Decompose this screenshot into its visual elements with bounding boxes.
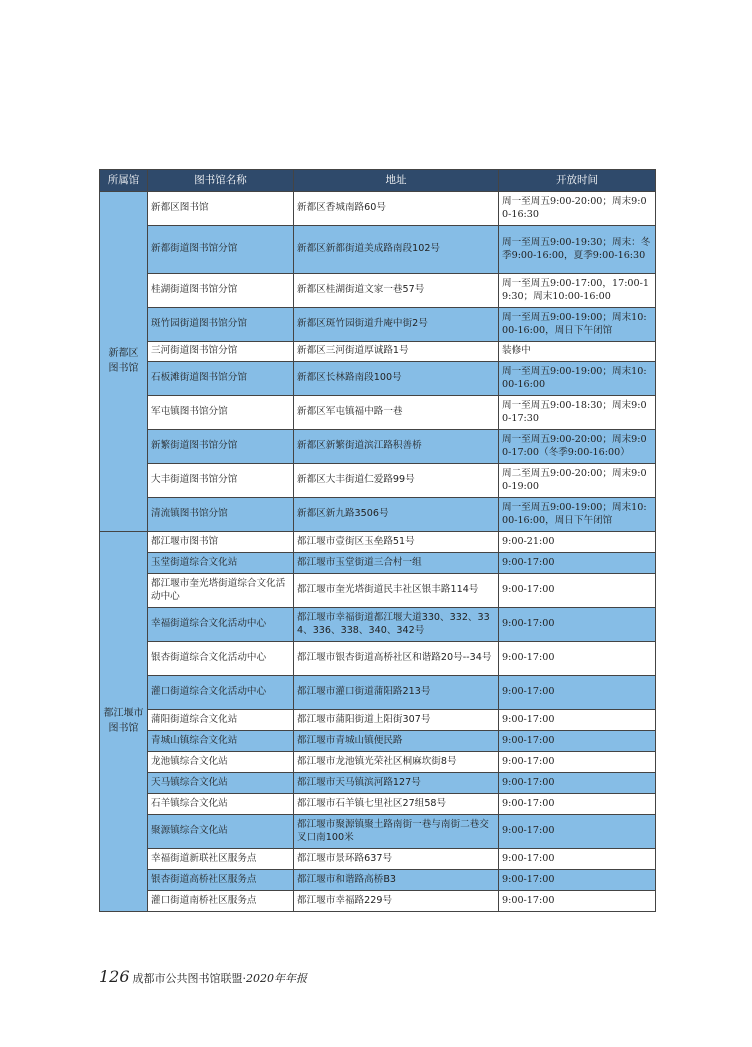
hours-cell: 周一至周五9:00-19:00；周末10:00-16:00 [499,362,656,396]
address-cell: 都江堰市蒲阳街道上阳街307号 [294,710,499,731]
header-address: 地址 [294,170,499,192]
address-cell: 新都区长林路南段100号 [294,362,499,396]
table-row [100,574,656,608]
hours-cell: 9:00-17:00 [499,574,656,608]
group-name-line: 图书馆 [108,362,139,374]
table-row [100,532,656,553]
library-name-cell: 灌口街道南桥社区服务点 [148,891,294,912]
table-header-row [100,170,656,192]
library-name-cell: 清流镇图书馆分馆 [148,498,294,532]
hours-cell: 周一至周五9:00-19:30；周末：冬季9:00-16:00，夏季9:00-16:30 [499,226,656,274]
address-cell: 都江堰市奎光塔街道民丰社区银丰路114号 [294,574,499,608]
library-name-cell: 银杏街道综合文化活动中心 [148,642,294,676]
library-name-cell: 银杏街道高桥社区服务点 [148,870,294,891]
library-name-cell: 新都区图书馆 [148,192,294,226]
group-name-line: 都江堰市 [103,708,144,719]
hours-cell: 周一至周五9:00-20:00；周末9:00-16:30 [499,192,656,226]
library-name-cell: 玉堂街道综合文化站 [148,553,294,574]
library-name-cell: 都江堰市图书馆 [148,532,294,553]
hours-cell: 9:00-17:00 [499,891,656,912]
table-row [100,274,656,308]
table-row [100,430,656,464]
hours-cell: 9:00-17:00 [499,608,656,642]
page-number: 126 [99,967,130,986]
library-name-cell: 石板滩街道图书馆分馆 [148,362,294,396]
footer-title: 成都市公共图书馆联盟 [132,972,243,985]
hours-cell: 9:00-17:00 [499,794,656,815]
address-cell: 都江堰市聚源镇聚土路南街一巷与南街二巷交叉口南100米 [294,815,499,849]
table-row [100,192,656,226]
hours-cell: 9:00-17:00 [499,773,656,794]
library-name-cell: 军屯镇图书馆分馆 [148,396,294,430]
hours-cell: 9:00-21:00 [499,532,656,553]
address-cell: 都江堰市灌口街道蒲阳路213号 [294,676,499,710]
table-row [100,752,656,773]
table-row [100,731,656,752]
address-cell: 都江堰市龙池镇光荣社区桐麻坎街8号 [294,752,499,773]
address-cell: 新都区新繁街道滨江路积善桥 [294,430,499,464]
hours-cell: 9:00-17:00 [499,676,656,710]
table-row [100,498,656,532]
hours-cell: 周一至周五9:00-18:30；周末9:00-17:30 [499,396,656,430]
header-library-name: 图书馆名称 [148,170,294,192]
table-row [100,849,656,870]
address-cell: 都江堰市青城山镇便民路 [294,731,499,752]
header-opening-hours: 开放时间 [499,170,656,192]
library-name-cell: 聚源镇综合文化站 [148,815,294,849]
table-body [100,192,656,912]
table-row [100,342,656,362]
library-name-cell: 斑竹园街道图书馆分馆 [148,308,294,342]
address-cell: 都江堰市幸福路229号 [294,891,499,912]
library-name-cell: 三河街道图书馆分馆 [148,342,294,362]
library-name-cell: 龙池镇综合文化站 [148,752,294,773]
page-footer [99,967,307,986]
footer-subtitle: 2020年年报 [246,972,308,985]
library-table [99,169,656,912]
footer-separator: · [242,972,247,985]
table-row [100,773,656,794]
library-name-cell: 大丰街道图书馆分馆 [148,464,294,498]
table-row [100,308,656,342]
library-name-cell: 幸福街道综合文化活动中心 [148,608,294,642]
hours-cell: 9:00-17:00 [499,815,656,849]
library-name-cell: 都江堰市奎光塔街道综合文化活动中心 [148,574,294,608]
group-cell [100,532,148,912]
hours-cell: 9:00-17:00 [499,731,656,752]
table-row [100,464,656,498]
address-cell: 新都区军屯镇福中路一巷 [294,396,499,430]
address-cell: 新都区桂湖街道文家一巷57号 [294,274,499,308]
address-cell: 都江堰市景环路637号 [294,849,499,870]
hours-cell: 9:00-17:00 [499,553,656,574]
library-name-cell: 灌口街道综合文化活动中心 [148,676,294,710]
header-branch: 所属馆 [100,170,148,192]
hours-cell: 周一至周五9:00-20:00；周末9:00-17:00（冬季9:00-16:00） [499,430,656,464]
table-row [100,553,656,574]
library-name-cell: 幸福街道新联社区服务点 [148,849,294,870]
library-name-cell: 青城山镇综合文化站 [148,731,294,752]
table-row [100,870,656,891]
table-row [100,891,656,912]
table-row [100,226,656,274]
address-cell: 新都区斑竹园街道升庵中街2号 [294,308,499,342]
library-name-cell: 天马镇综合文化站 [148,773,294,794]
address-cell: 新都区香城南路60号 [294,192,499,226]
group-name-line: 图书馆 [108,722,139,734]
library-name-cell: 新都街道图书馆分馆 [148,226,294,274]
hours-cell: 9:00-17:00 [499,870,656,891]
address-cell: 都江堰市天马镇滨河路127号 [294,773,499,794]
hours-cell: 周二至周五9:00-20:00；周末9:00-19:00 [499,464,656,498]
library-name-cell: 蒲阳街道综合文化站 [148,710,294,731]
address-cell: 都江堰市银杏街道高桥社区和谐路20号--34号 [294,642,499,676]
address-cell: 新都区大丰街道仁爱路99号 [294,464,499,498]
table-row [100,815,656,849]
group-cell [100,192,148,532]
address-cell: 都江堰市和谐路高桥B3 [294,870,499,891]
address-cell: 都江堰市幸福街道都江堰大道330、332、334、336、338、340、342号 [294,608,499,642]
hours-cell: 周一至周五9:00-19:00；周末10:00-16:00，周日下午闭馆 [499,498,656,532]
table-row [100,642,656,676]
address-cell: 都江堰市玉堂街道三合村一组 [294,553,499,574]
library-name-cell: 桂湖街道图书馆分馆 [148,274,294,308]
table-row [100,676,656,710]
address-cell: 都江堰市石羊镇七里社区27组58号 [294,794,499,815]
hours-cell: 9:00-17:00 [499,710,656,731]
address-cell: 都江堰市壹街区玉垒路51号 [294,532,499,553]
table-row [100,362,656,396]
table-row [100,710,656,731]
address-cell: 新都区三河街道厚诚路1号 [294,342,499,362]
hours-cell: 9:00-17:00 [499,642,656,676]
group-name-line: 新都区 [108,348,139,359]
table-row [100,396,656,430]
library-name-cell: 石羊镇综合文化站 [148,794,294,815]
address-cell: 新都区新都街道美成路南段102号 [294,226,499,274]
hours-cell: 9:00-17:00 [499,752,656,773]
hours-cell: 9:00-17:00 [499,849,656,870]
table-row [100,794,656,815]
hours-cell: 装修中 [499,342,656,362]
table-row [100,608,656,642]
library-name-cell: 新繁街道图书馆分馆 [148,430,294,464]
address-cell: 新都区新九路3506号 [294,498,499,532]
hours-cell: 周一至周五9:00-19:00；周末10:00-16:00，周日下午闭馆 [499,308,656,342]
hours-cell: 周一至周五9:00-17:00，17:00-19:30；周末10:00-16:00 [499,274,656,308]
